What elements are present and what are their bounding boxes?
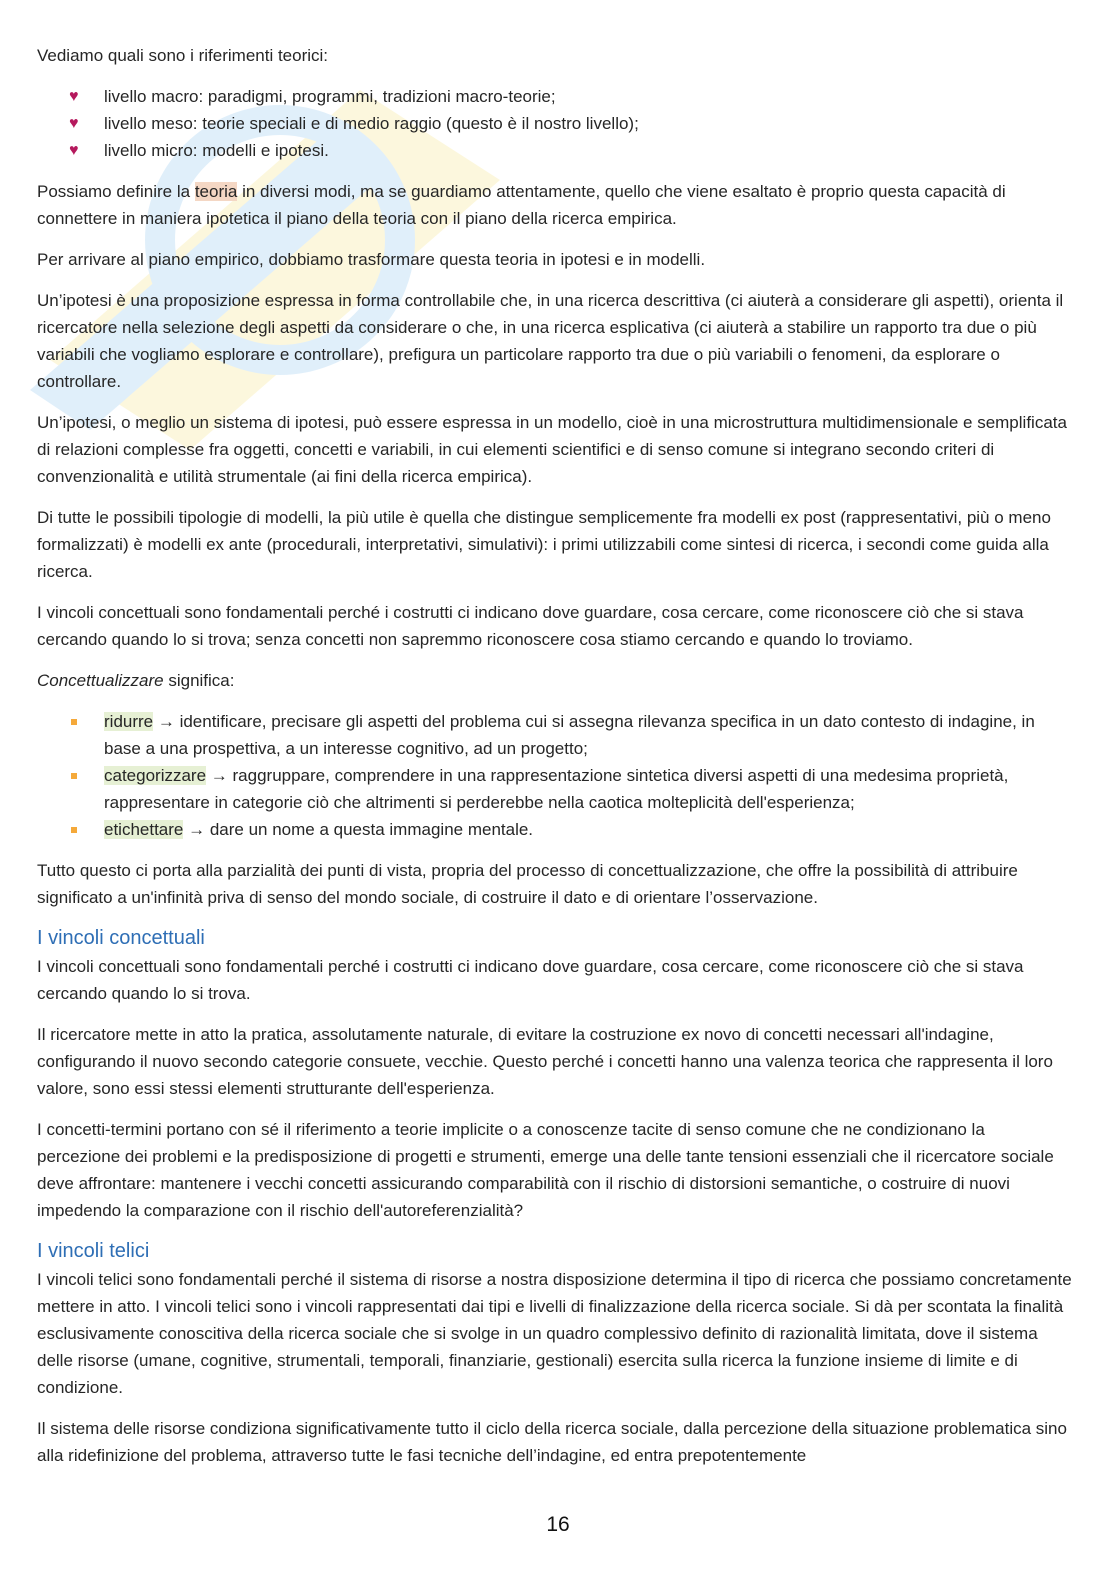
square-bullet-icon — [71, 719, 77, 725]
ipotesi-paragraph-2: Un’ipotesi, o meglio un sistema di ipotesi, può essere espressa in un modello, cioè in una microstruttura multidimensionale e semplificata di relazioni complesse fra oggetti, concetti e variabili, in cui elementi scientifici e di senso comune si integrano secondo criteri di convenzionalità e utilità strumentale (ai fini della ricerca empirica). — [37, 413, 1067, 486]
modelli-paragraph: Di tutte le possibili tipologie di modelli, la più utile è quella che distingue semplicemente fra modelli ex post (rappresentativi, più o meno formalizzati) è modelli ex ante (procedurali, interpretativi, simulativi): i primi utilizzabili come sintesi di ricerca, i secondi come guida alla ricerca. — [37, 508, 1051, 581]
telici-paragraph-1: I vincoli telici sono fondamentali perché il sistema di risorse a nostra disposizione determina il tipo di ricerca che possiamo concretamente mettere in atto. I vincoli telici sono i vincoli rappresentati dai tipi e livelli di finalizzazione della ricerca sociale. Si dà per scontata la finalità esclusivamente conoscitiva della ricerca sociale che si svolge in un quadro complessivo definito di razionalità limitata, dove il sistema delle risorse (umane, cognitive, strumentali, temporali, finanziarie, gestionali) esercita sulla ricerca la funzione insieme di limite e di condizione. — [37, 1270, 1072, 1397]
parzialita-paragraph: Tutto questo ci porta alla parzialità dei punti di vista, propria del processo di concettualizzazione, che offre la possibilità di attribuire significato a un'infinità priva di senso del mondo sociale, di costruire il dato e di orientare l’osservazione. — [37, 861, 1018, 907]
list-item: ♥ livello macro: paradigmi, programmi, tradizioni macro-teorie; — [37, 83, 1072, 110]
steps-list — [37, 708, 1072, 843]
document-body — [37, 42, 1072, 1483]
concettualizzare-paragraph: Concettualizzare significa: — [37, 671, 235, 690]
teoria-paragraph: Possiamo definire la teoria in diversi modi, ma se guardiamo attentamente, quello che viene esaltato è proprio questa capacità di connettere in maniera ipotetica il piano della teoria con il piano della ricerca empirica. — [37, 182, 1006, 228]
highlight-teoria: teoria — [194, 182, 238, 201]
intro-text: Vediamo quali sono i riferimenti teorici: — [37, 46, 329, 65]
concettuali-paragraph-1: I vincoli concettuali sono fondamentali perché i costrutti ci indicano dove guardare, cosa cercare, come riconoscere ciò che si stava cercando quando lo si trova. — [37, 957, 1024, 1003]
concettuali-paragraph-2: Il ricercatore mette in atto la pratica, assolutamente naturale, di evitare la costruzione ex novo di concetti necessari all'indagine, configurando il nuovo secondo categorie consuete, vecchie. Questo perché i concetti hanno una valenza teorica che rappresenta il loro valore, sono essi stessi elementi strutturante dell'esperienza. — [37, 1025, 1053, 1098]
square-bullet-icon — [71, 827, 77, 833]
heart-icon: ♥ — [69, 88, 79, 105]
ipotesi-paragraph-1: Un’ipotesi è una proposizione espressa in forma controllabile che, in una ricerca descrittiva (ci aiuterà a considerare gli aspetti), orienta il ricercatore nella selezione degli aspetti da considerare o che, in una ricerca esplicativa (ci aiuterà a stabilire un rapporto tra due o più variabili che vogliamo esplorare e controllare), prefigura un particolare rapporto tra due o più variabili o fenomeni, da esplorare o controllare. — [37, 291, 1064, 391]
levels-list — [37, 83, 1072, 164]
vincoli-intro-paragraph: I vincoli concettuali sono fondamentali perché i costrutti ci indicano dove guardare, cosa cercare, come riconoscere ciò che si stava cercando quando lo si trova; senza concetti non sapremmo riconoscere cosa stiamo cercando e quando lo troviamo. — [37, 603, 1024, 649]
square-bullet-icon — [71, 773, 77, 779]
telici-paragraph-2: Il sistema delle risorse condiziona significativamente tutto il ciclo della ricerca sociale, dalla percezione della situazione problematica sino alla ridefinizione del problema, attraverso tutte le fasi tecniche dell’indagine, ed entra prepotentemente — [37, 1419, 1067, 1465]
list-item: ♥ livello micro: modelli e ipotesi. — [37, 137, 1072, 164]
section-heading-concettuali: I vincoli concettuali — [37, 927, 205, 949]
page-number: 16 — [546, 1513, 570, 1536]
heart-icon: ♥ — [69, 115, 79, 132]
list-item: etichettare → dare un nome a questa immagine mentale. — [37, 816, 1072, 843]
list-item: ♥ livello meso: teorie speciali e di medio raggio (questo è il nostro livello); — [37, 110, 1072, 137]
concettuali-paragraph-3: I concetti-termini portano con sé il riferimento a teorie implicite o a conoscenze tacite di senso comune che ne condizionano la percezione dei problemi e la predisposizione di progetti e strumenti, emerge una delle tante tensioni essenziali che il ricercatore sociale deve affrontare: mantenere i vecchi concetti assicurando comparabilità con il rischio di distorsioni semantiche, o costruire di nuovi impedendo la comparazione con il rischio dell'autoreferenzialità? — [37, 1120, 1054, 1220]
empirico-paragraph: Per arrivare al piano empirico, dobbiamo trasformare questa teoria in ipotesi e in modelli. — [37, 250, 706, 269]
heart-icon: ♥ — [69, 142, 79, 159]
list-item: categorizzare → raggruppare, comprendere in una rappresentazione sintetica diversi aspetti di una medesima proprietà, rappresentare in categorie ciò che altrimenti si perderebbe nella caotica molteplicità dell'esperienza; — [37, 762, 1072, 816]
list-item: ridurre → identificare, precisare gli aspetti del problema cui si assegna rilevanza specifica in un dato contesto di indagine, in base a una prospettiva, a un interesse cognitivo, ad un progetto; — [37, 708, 1072, 762]
section-heading-telici: I vincoli telici — [37, 1240, 150, 1262]
